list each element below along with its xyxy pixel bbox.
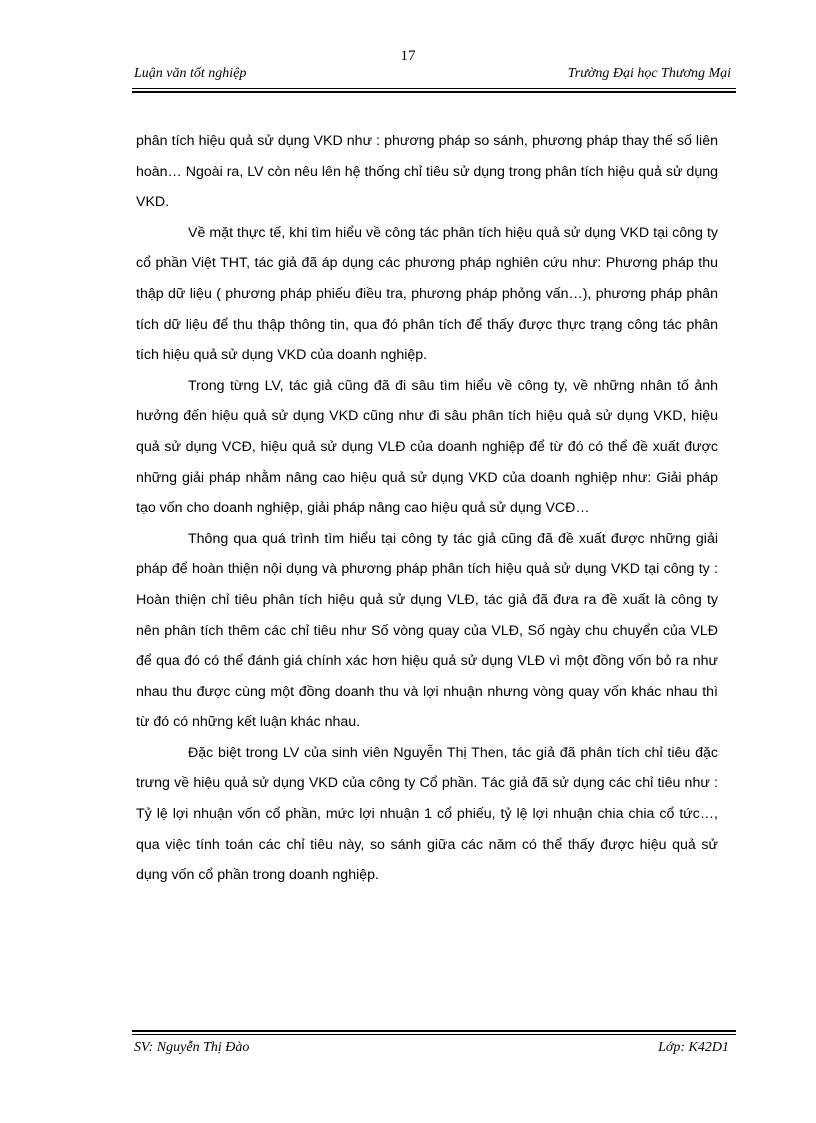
page-number: 17	[400, 48, 416, 64]
header-rule-thick	[132, 91, 736, 93]
paragraph-factor-analysis: Trong từng LV, tác giả cũng đã đi sâu tìm hiểu về công ty, về những nhân tố ảnh hưởng đến hiệu quả sử dụng VKD cũng như đi sâu phân tích hiệu quả sử dụng VKD, hiệu quả sử dụng VCĐ, hiệu quả sử dụng VLĐ của doanh nghiệp để từ đó có thể đề xuất được những giải pháp nhằm nâng cao hiệu quả sử dụng VKD của doanh nghiệp như: Giải pháp tạo vốn cho doanh nghiệp, giải pháp nâng cao hiệu quả sử dụng VCĐ…	[136, 377, 718, 517]
footer-rule-thin	[132, 1034, 736, 1035]
page-header	[132, 64, 735, 88]
footer-rule-thick	[132, 1030, 736, 1032]
paragraph-special-case: Đặc biệt trong LV của sinh viên Nguyễn Thị Then, tác giả đã phân tích chỉ tiêu đặc trưng về hiệu quả sử dụng VKD của công ty Cổ phần. Tác giả đã sử dụng các chỉ tiêu như : Tỷ lệ lợi nhuận vốn cổ phần, mức lợi nhuận 1 cổ phiếu, tỷ lệ lợi nhuận chia chia cổ tức…, qua việc tính toán các chỉ tiêu này, so sánh giữa các năm có thể thấy được hiệu quả sử dụng vốn cổ phần trong doanh nghiệp.	[136, 744, 718, 884]
header-thesis-label: Luận văn tốt nghiệp	[134, 66, 247, 81]
page-footer	[132, 1036, 735, 1060]
footer-student-name: SV: Nguyễn Thị Đào	[134, 1040, 250, 1055]
paragraph-proposed-solutions: Thông qua quá trình tìm hiểu tại công ty tác giả cũng đã đề xuất được những giải pháp để hoàn thiện nội dụng và phương pháp phân tích hiệu quả sử dụng VKD tại công ty : Hoàn thiện chỉ tiêu phân tích hiệu quả sử dụng VLĐ, tác giả đã đưa ra đề xuất là công ty nên phân tích thêm các chỉ tiêu như Số vòng quay của VLĐ, Số ngày chu chuyển của VLĐ để qua đó có thể đánh giá chính xác hơn hiệu quả sử dụng VLĐ vì một đồng vốn bỏ ra như nhau thu được cùng một đồng doanh thu và lợi nhuận nhưng vòng quay vốn khác nhau thì từ đó có những kết luận khác nhau.	[136, 530, 718, 731]
paragraph-practical-research: Về mặt thực tế, khi tìm hiểu về công tác phân tích hiệu quả sử dụng VKD tại công ty cổ phần Việt THT, tác giả đã áp dụng các phương pháp nghiên cứu như: Phương pháp thu thập dữ liệu ( phương pháp phiếu điều tra, phương pháp phỏng vấn…), phương pháp phân tích dữ liệu để thu thập thông tin, qua đó phân tích để thấy được thực trạng công tác phân tích hiệu quả sử dụng VKD của doanh nghiệp.	[136, 224, 718, 364]
header-rule-thin	[132, 88, 736, 89]
paragraph-continuation: phân tích hiệu quả sử dụng VKD như : phương pháp so sánh, phương pháp thay thế số liên hoàn… Ngoài ra, LV còn nêu lên hệ thống chỉ tiêu sử dụng trong phân tích hiệu quả sử dụng VKD.	[136, 133, 718, 211]
footer-class-code: Lớp: K42D1	[658, 1040, 729, 1055]
header-university-label: Trường Đại học Thương Mại	[567, 66, 731, 81]
body-text	[136, 126, 718, 891]
